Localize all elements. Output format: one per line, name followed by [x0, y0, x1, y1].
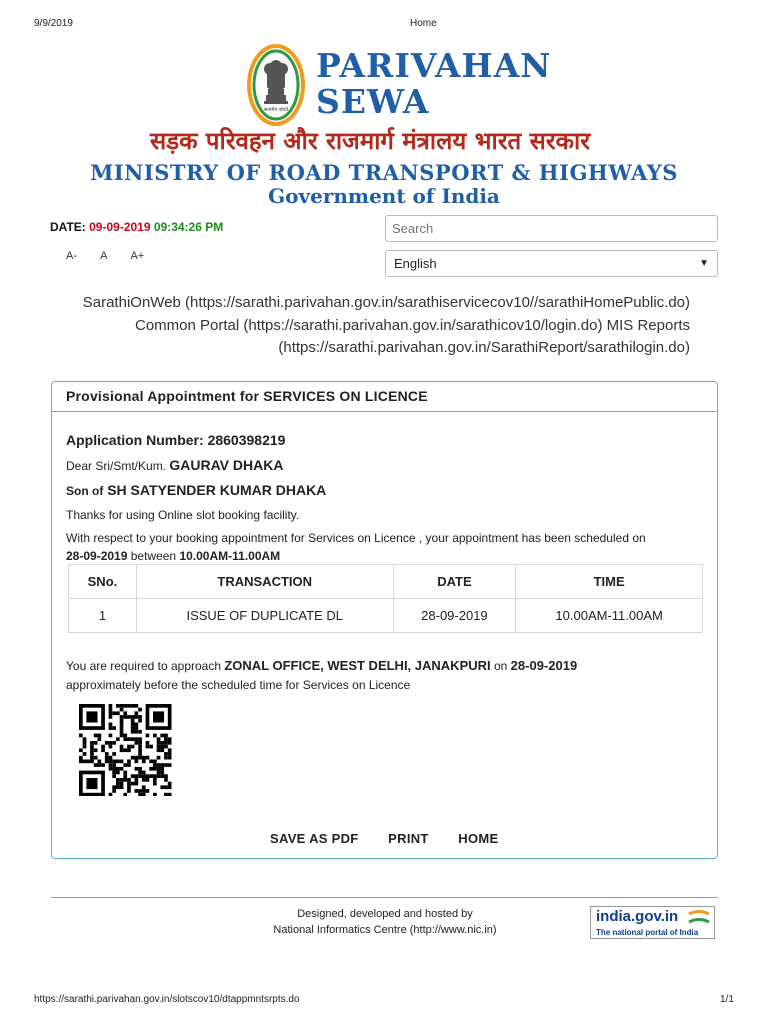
date-value: 09-09-2019 — [89, 220, 151, 234]
language-selected: English — [394, 256, 437, 271]
applicant-name: GAURAV DHAKA — [169, 457, 284, 473]
action-links — [270, 831, 525, 846]
current-datetime — [50, 220, 223, 234]
india-gov-title: india.gov.in — [596, 908, 679, 925]
scheduled-time: 10.00AM-11.00AM — [179, 549, 281, 563]
approach-suffix: approximately before the scheduled time for Services on Licence — [66, 678, 411, 692]
portal-links[interactable]: SarathiOnWeb (https://sarathi.parivahan.gov.in/sarathiservicecov10//sarathiHomePublic.do) Common Portal (https://sarathi.parivahan.gov.in/sarathicov10/login.do) MIS Reports (https://sarathi.parivahan.gov.in/SarathiReport/sarathilogin.do) — [82, 294, 690, 356]
font-decrease-button[interactable]: A- — [66, 250, 77, 262]
application-number — [66, 432, 285, 448]
greeting — [66, 457, 283, 473]
schedule-prefix: With respect to your booking appointment for Services on Licence , your appointment has been scheduled on — [66, 531, 646, 545]
chevron-down-icon: ▼ — [699, 258, 709, 269]
panel-title: Provisional Appointment for SERVICES ON LICENCE — [52, 382, 717, 412]
india-gov-badge[interactable] — [590, 906, 715, 939]
column-header-sno: SNo. — [69, 565, 137, 599]
ministry-title: MINISTRY OF ROAD TRANSPORT & HIGHWAYS — [90, 160, 678, 185]
government-title: Government of India — [268, 184, 500, 208]
appointment-table — [68, 564, 703, 633]
footer-divider — [51, 897, 718, 898]
print-button[interactable]: PRINT — [388, 831, 429, 846]
footer-line1: Designed, developed and hosted by — [297, 908, 473, 920]
print-date: 9/9/2019 — [34, 18, 73, 29]
footer-line2[interactable]: National Informatics Centre (http://www.nic.in) — [273, 924, 497, 936]
brand-name-line2: SEWA — [316, 82, 430, 121]
son-of-label: Son of — [66, 484, 104, 498]
footer-credits — [220, 906, 550, 938]
column-header-time: TIME — [516, 565, 703, 599]
cell-time: 10.00AM-11.00AM — [516, 599, 703, 633]
approach-date: 28-09-2019 — [510, 658, 578, 673]
date-label: DATE: — [50, 220, 86, 234]
office-name: ZONAL OFFICE, WEST DELHI, JANAKPURI — [224, 658, 491, 673]
save-as-pdf-button[interactable]: SAVE AS PDF — [270, 831, 359, 846]
approach-prefix: You are required to approach — [66, 659, 222, 673]
scheduled-date: 28-09-2019 — [66, 549, 128, 563]
emblem-caption: सत्यमेव जयते — [263, 107, 289, 113]
flag-icon — [687, 909, 711, 925]
between-label: between — [130, 549, 177, 563]
column-header-date: DATE — [393, 565, 516, 599]
emblem-logo — [246, 43, 306, 127]
cell-sno: 1 — [69, 599, 137, 633]
brand-name-line1: PARIVAHAN — [316, 46, 552, 85]
language-select[interactable] — [385, 250, 718, 277]
time-value: 09:34:26 PM — [153, 220, 224, 234]
thanks-text: Thanks for using Online slot booking facility. — [66, 508, 300, 522]
table-header-row — [69, 565, 703, 599]
hindi-ministry-title: सड़क परिवहन और राजमार्ग मंत्रालय भारत सरकार — [150, 127, 591, 155]
parentage — [66, 482, 326, 498]
on-label: on — [493, 659, 508, 673]
schedule-text — [66, 529, 666, 565]
font-increase-button[interactable]: A+ — [130, 250, 145, 262]
font-size-controls — [66, 250, 164, 262]
cell-transaction: ISSUE OF DUPLICATE DL — [136, 599, 393, 633]
home-button[interactable]: HOME — [458, 831, 499, 846]
cell-date: 28-09-2019 — [393, 599, 516, 633]
search-input[interactable] — [385, 215, 718, 242]
greeting-label: Dear Sri/Smt/Kum. — [66, 459, 167, 473]
column-header-transaction: TRANSACTION — [136, 565, 393, 599]
application-number-value: 2860398219 — [207, 432, 286, 448]
application-number-label: Application Number: — [66, 432, 204, 448]
approach-instructions — [66, 656, 686, 695]
print-url: https://sarathi.parivahan.gov.in/slotscov10/dtappmntsrpts.do — [34, 994, 300, 1005]
print-page-number: 1/1 — [720, 994, 734, 1005]
print-title: Home — [410, 18, 437, 29]
father-name: SH SATYENDER KUMAR DHAKA — [107, 482, 327, 498]
font-normal-button[interactable]: A — [100, 250, 108, 262]
table-row — [69, 599, 703, 633]
india-gov-subtitle: The national portal of India — [596, 928, 699, 937]
qr-code-icon — [79, 704, 175, 796]
